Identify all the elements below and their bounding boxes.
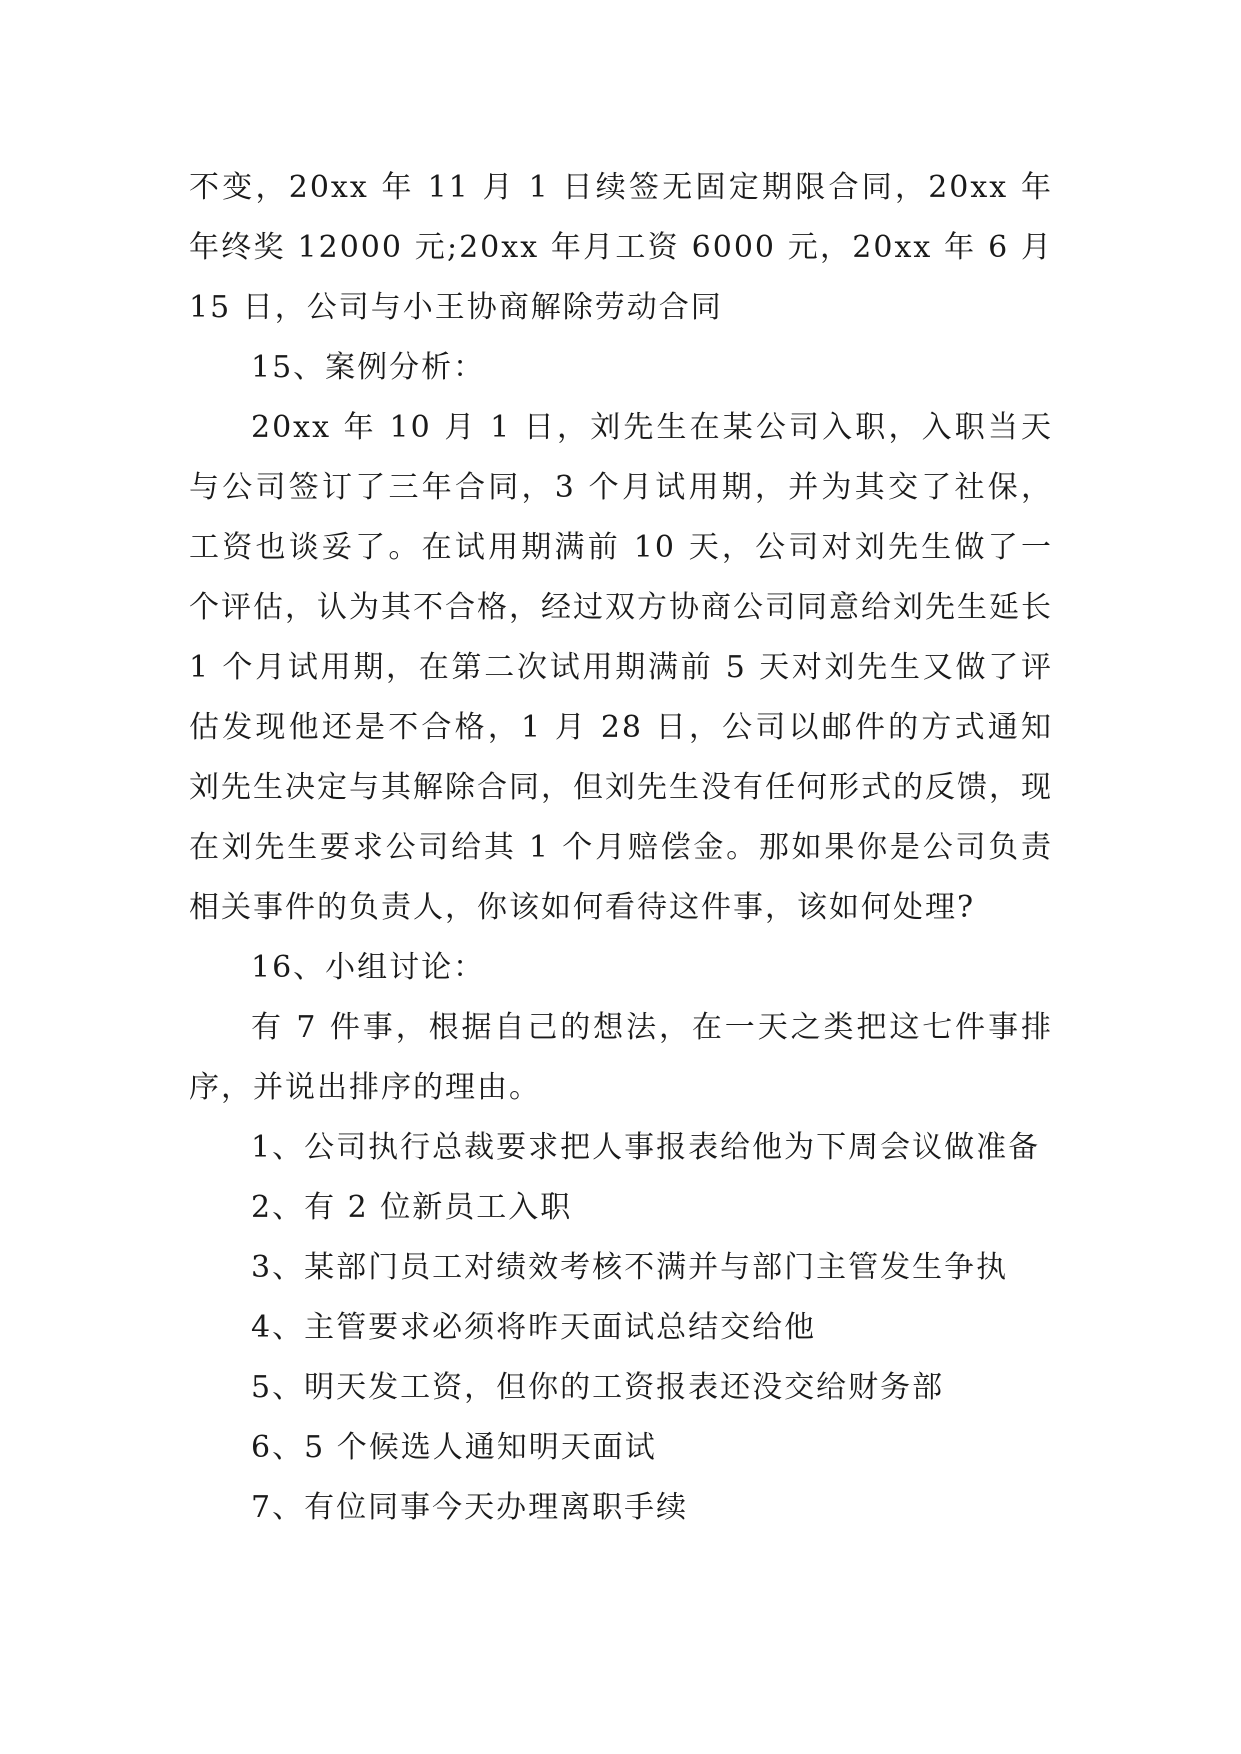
paragraph-discussion-intro: 有 7 件事，根据自己的想法，在一天之类把这七件事排序，并说出排序的理由。 bbox=[189, 1010, 1053, 1105]
list-item-3: 3、某部门员工对绩效考核不满并与部门主管发生争执 bbox=[251, 1250, 1009, 1285]
heading-group-discussion: 16、小组讨论： bbox=[251, 950, 486, 985]
list-item-7: 7、有位同事今天办理离职手续 bbox=[251, 1490, 689, 1525]
document-body bbox=[189, 158, 1053, 1538]
paragraph-case-description: 20xx 年 10 月 1 日，刘先生在某公司入职，入职当天与公司签订了三年合同，3 个月试用期，并为其交了社保，工资也谈妥了。在试用期满前 10 天，公司对刘先生做了一个评估，认为其不合格，经过双方协商公司同意给刘先生延长 1 个月试用期，在第二次试用期满前 5 天对刘先生又做了评估发现他还是不合格，1 月 28 日，公司以邮件的方式通知刘先生决定与其解除合同，但刘先生没有任何形式的反馈，现在刘先生要求公司给其 1 个月赔偿金。那如果你是公司负责相关事件的负责人，你该如何看待这件事，该如何处理? bbox=[189, 410, 1053, 925]
paragraph-contract-continuation: 不变，20xx 年 11 月 1 日续签无固定期限合同，20xx 年年终奖 12000 元;20xx 年月工资 6000 元，20xx 年 6 月 15 日，公司与小王协商解除劳动合同 bbox=[189, 170, 1053, 325]
list-item-4: 4、主管要求必须将昨天面试总结交给他 bbox=[251, 1310, 817, 1345]
heading-case-analysis: 15、案例分析： bbox=[251, 350, 486, 385]
list-item-6: 6、5 个候选人通知明天面试 bbox=[251, 1430, 657, 1465]
list-item-1: 1、公司执行总裁要求把人事报表给他为下周会议做准备 bbox=[251, 1130, 1041, 1165]
list-item-2: 2、有 2 位新员工入职 bbox=[251, 1190, 573, 1225]
list-item-5: 5、明天发工资，但你的工资报表还没交给财务部 bbox=[251, 1370, 945, 1405]
